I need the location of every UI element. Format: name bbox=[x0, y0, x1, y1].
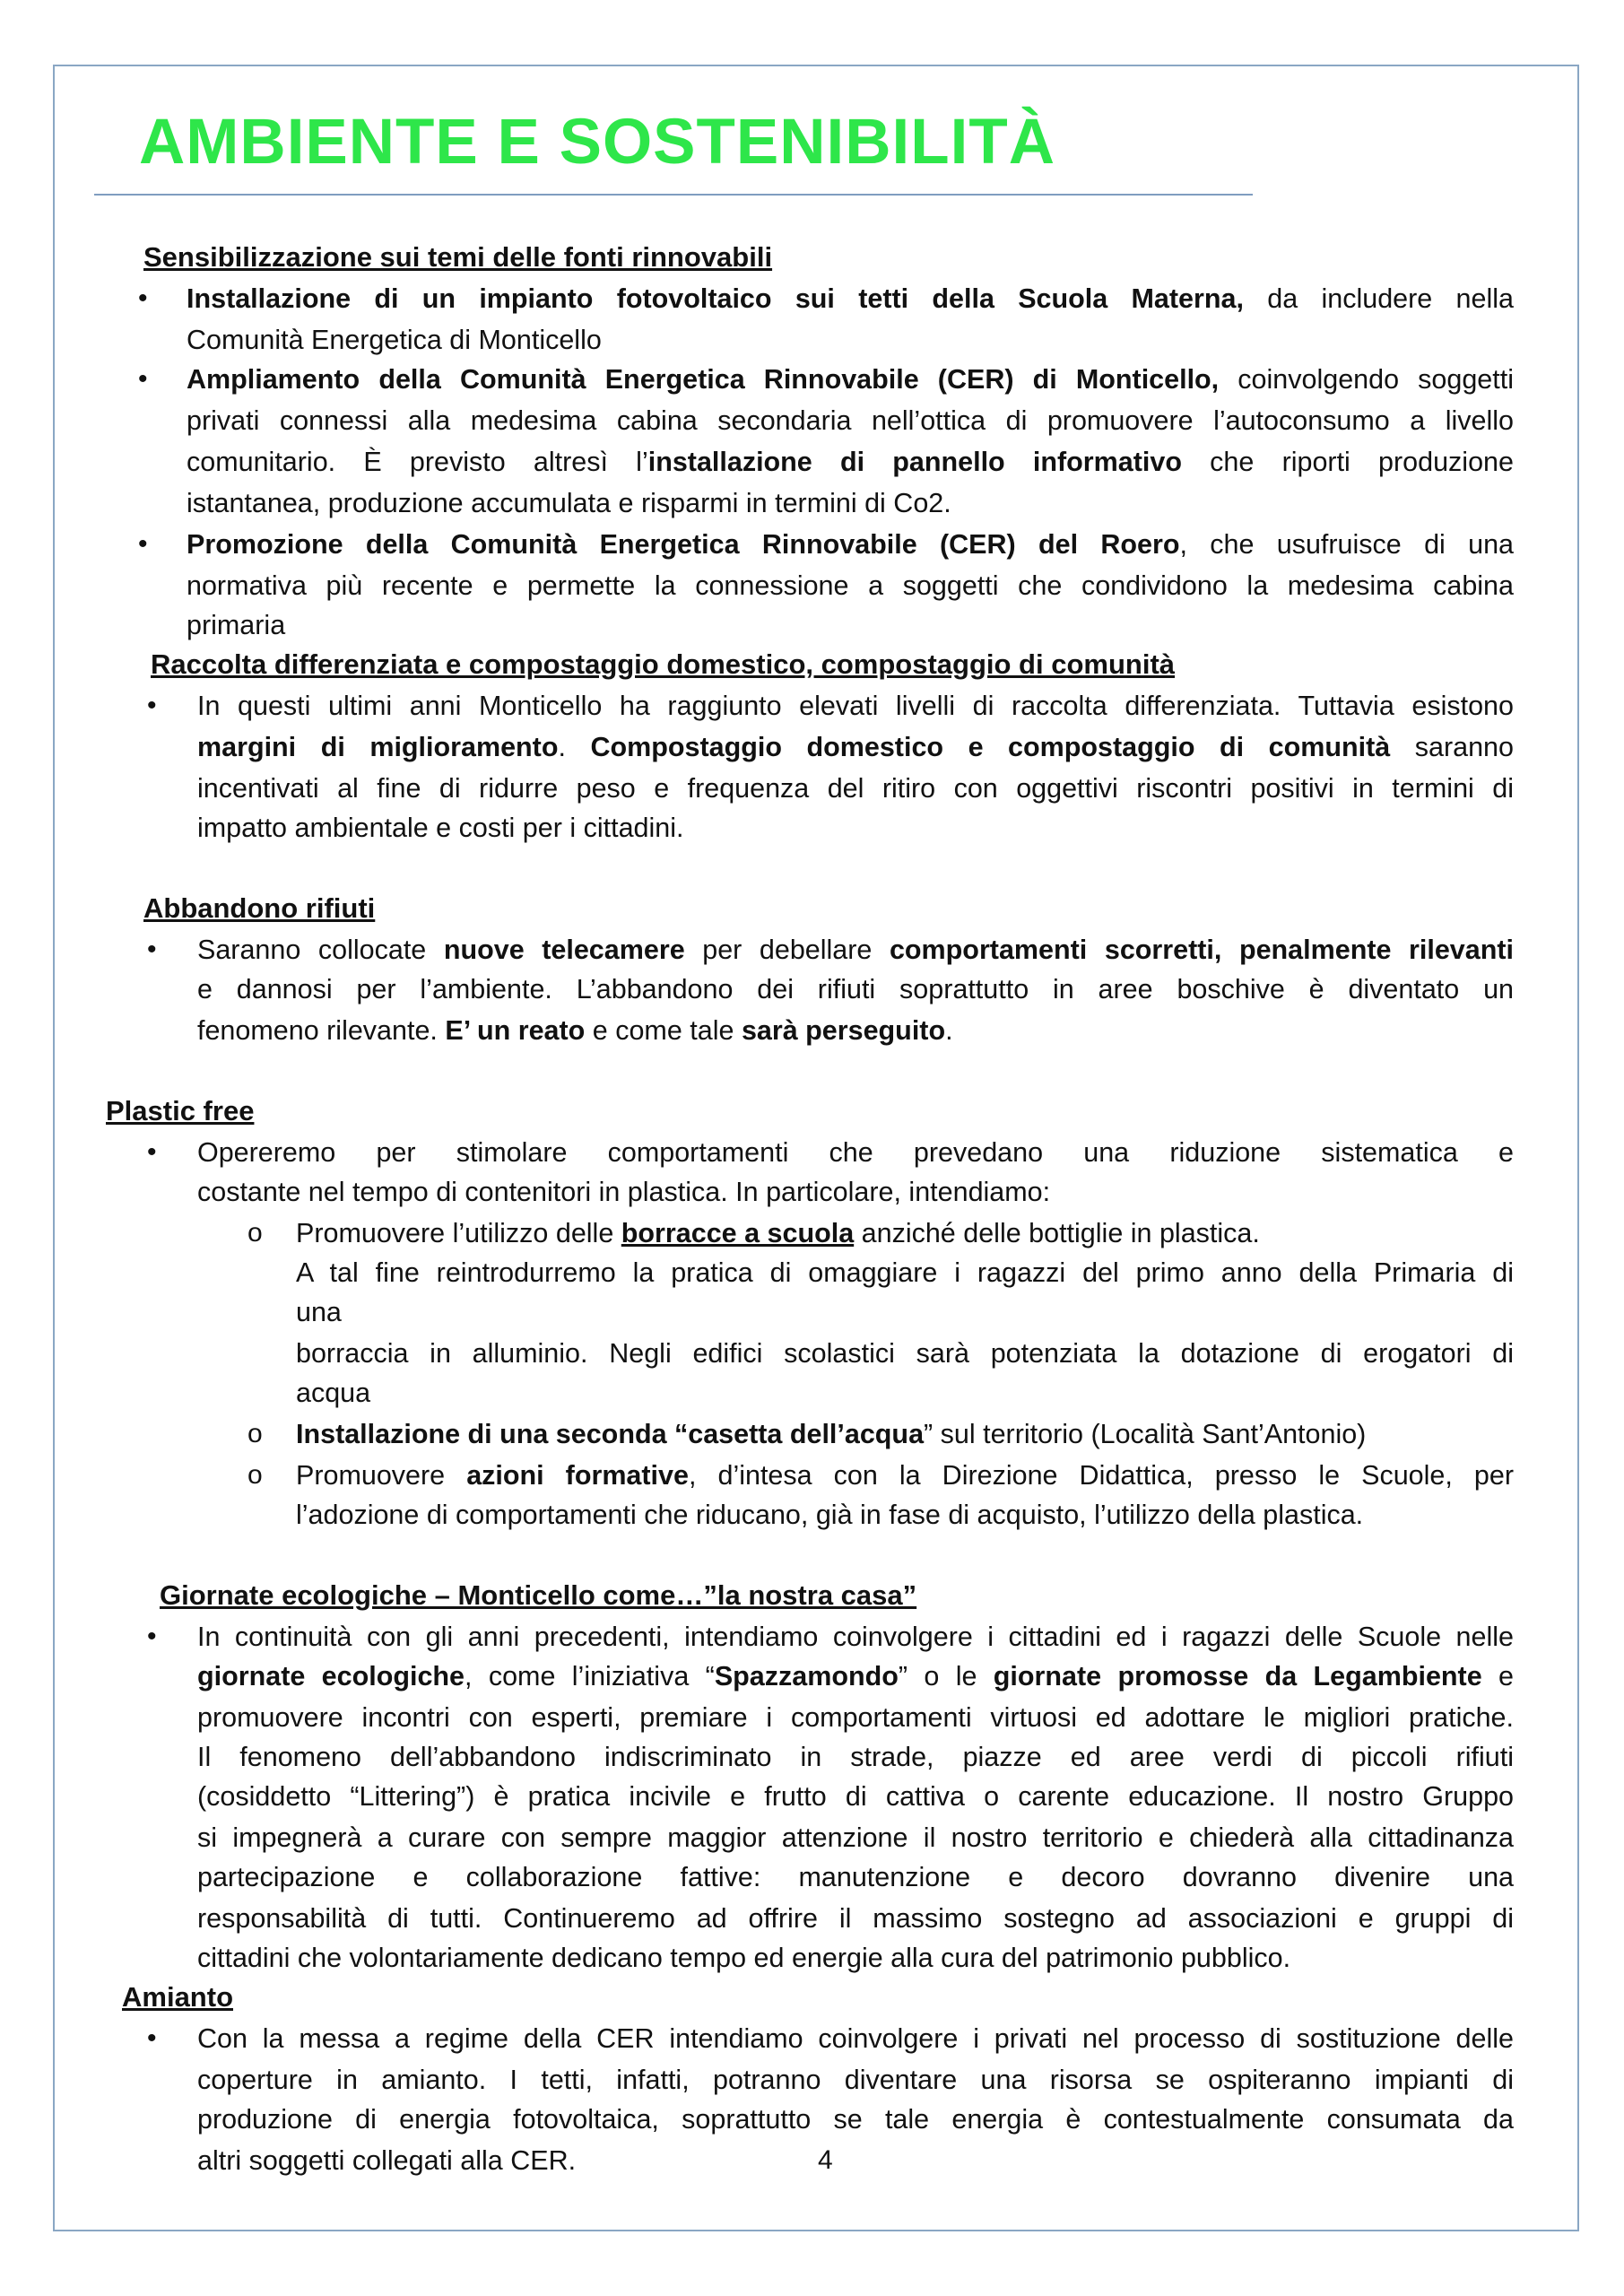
list-item-text: Con la messa a regime della CER intendiamo coinvolgere i privati nel processo di sostituzione delle bbox=[197, 2023, 1514, 2054]
bullet-icon: • bbox=[147, 2023, 157, 2053]
list-item-text: Ampliamento della Comunità Energetica Rinnovabile (CER) di Monticello, coinvolgendo soggetti bbox=[187, 364, 1514, 395]
list-item-text: (cosiddetto “Littering”) è pratica incivile e frutto di cattiva o carente educazione. Il nostro Gruppo bbox=[197, 1781, 1514, 1812]
bullet-icon: • bbox=[147, 691, 157, 720]
sub-list-item-text: A tal fine reintrodurremo la pratica di omaggiare i ragazzi del primo anno della Primaria di bbox=[296, 1257, 1514, 1288]
bullet-icon: • bbox=[147, 1622, 157, 1651]
sub-list-item-text: acqua bbox=[296, 1378, 371, 1408]
list-item-text: Saranno collocate nuove telecamere per debellare comportamenti scorretti, penalmente rilevanti bbox=[197, 935, 1514, 965]
bullet-icon: • bbox=[147, 1137, 157, 1167]
bullet-icon: • bbox=[147, 935, 157, 964]
list-item-text: privati connessi alla medesima cabina secondaria nell’ottica di promuovere l’autoconsumo a livello bbox=[187, 405, 1514, 436]
list-item-text: normativa più recente e permette la connessione a soggetti che condividono la medesima cabina bbox=[187, 570, 1514, 601]
list-item-text: Promozione della Comunità Energetica Rinnovabile (CER) del Roero, che usufruisce di una bbox=[187, 529, 1514, 560]
list-item-text: promuovere incontri con esperti, premiare i comportamenti virtuosi ed adottare le migliori pratiche. bbox=[197, 1702, 1514, 1733]
list-item-text: In continuità con gli anni precedenti, intendiamo coinvolgere i cittadini ed i ragazzi delle Scuole nelle bbox=[197, 1622, 1514, 1652]
list-item-text: fenomeno rilevante. E’ un reato e come tale sarà perseguito. bbox=[197, 1015, 953, 1046]
section-heading-waste: Raccolta differenziata e compostaggio domestico, compostaggio di comunità bbox=[151, 648, 1176, 680]
bullet-icon: • bbox=[138, 283, 148, 313]
list-item-text: giornate ecologiche, come l’iniziativa “Spazzamondo” o le giornate promosse da Legambiente e bbox=[197, 1661, 1514, 1692]
list-item-text: margini di miglioramento. Compostaggio domestico e compostaggio di comunità saranno bbox=[197, 732, 1514, 762]
sub-list-item-text: l’adozione di comportamenti che riducano, già in fase di acquisto, l’utilizzo della plastica. bbox=[296, 1500, 1364, 1530]
bullet-icon: • bbox=[138, 529, 148, 559]
list-item-text: si impegnerà a curare con sempre maggior attenzione il nostro territorio e chiederà alla cittadinanza bbox=[197, 1822, 1514, 1853]
section-heading-renewables: Sensibilizzazione sui temi delle fonti rinnovabili bbox=[143, 241, 773, 273]
list-item-text: responsabilità di tutti. Continueremo ad offrire il massimo sostegno ad associazioni e gruppi di bbox=[197, 1903, 1514, 1934]
page-number: 4 bbox=[818, 2145, 833, 2175]
list-item-text: impatto ambientale e costi per i cittadini. bbox=[197, 813, 684, 843]
list-item-text: partecipazione e collaborazione fattive: manutenzione e decoro dovranno divenire una bbox=[197, 1862, 1514, 1892]
page-title: AMBIENTE E SOSTENIBILITÀ bbox=[139, 107, 1055, 178]
list-item-text: altri soggetti collegati alla CER. bbox=[197, 2145, 577, 2176]
section-heading-plastic: Plastic free bbox=[106, 1095, 255, 1126]
list-item-text: incentivati al fine di ridurre peso e frequenza del ritiro con oggettivi riscontri positivi in termini di bbox=[197, 773, 1514, 804]
section-heading-eco-days: Giornate ecologiche – Monticello come…”la nostra casa” bbox=[160, 1579, 917, 1611]
list-item-text: primaria bbox=[187, 610, 286, 640]
list-item-text: cittadini che volontariamente dedicano tempo ed energie alla cura del patrimonio pubblico. bbox=[197, 1943, 1291, 1973]
bullet-icon: • bbox=[138, 364, 148, 394]
list-item-text: produzione di energia fotovoltaica, soprattutto se tale energia è contestualmente consumata da bbox=[197, 2104, 1514, 2135]
list-item-text: In questi ultimi anni Monticello ha raggiunto elevati livelli di raccolta differenziata. Tuttavia esistono bbox=[197, 691, 1514, 721]
list-item-text: costante nel tempo di contenitori in plastica. In particolare, intendiamo: bbox=[197, 1177, 1051, 1207]
sub-list-item-text: borraccia in alluminio. Negli edifici scolastici sarà potenziata la dotazione di erogatori di bbox=[296, 1338, 1514, 1369]
section-heading-dumping: Abbandono rifiuti bbox=[143, 892, 376, 924]
list-item-text: comunitario. È previsto altresì l’installazione di pannello informativo che riporti produzione bbox=[187, 447, 1514, 477]
list-item-text: coperture in amianto. I tetti, infatti, potranno diventare una risorsa se ospiteranno impianti di bbox=[197, 2065, 1514, 2095]
list-item-text: Il fenomeno dell’abbandono indiscriminato in strade, piazze ed aree verdi di piccoli rifiuti bbox=[197, 1742, 1514, 1772]
list-item-text: e dannosi per l’ambiente. L’abbandono dei rifiuti soprattutto in aree boschive è diventato un bbox=[197, 974, 1514, 1004]
sub-list-item-text: Installazione di una seconda “casetta dell’acqua” sul territorio (Località Sant’Antonio) bbox=[296, 1419, 1367, 1449]
list-item-text: Opereremo per stimolare comportamenti che prevedano una riduzione sistematica e bbox=[197, 1137, 1514, 1168]
section-heading-asbestos: Amianto bbox=[122, 1981, 233, 2013]
sub-list-item-text: Promuovere l’utilizzo delle borracce a scuola anziché delle bottiglie in plastica. bbox=[296, 1218, 1260, 1248]
sub-bullet-icon: o bbox=[248, 1460, 263, 1490]
sub-bullet-icon: o bbox=[248, 1218, 263, 1248]
sub-list-item-text: Promuovere azioni formative, d’intesa con la Direzione Didattica, presso le Scuole, per bbox=[296, 1460, 1514, 1491]
list-item-text: Installazione di un impianto fotovoltaico sui tetti della Scuola Materna, da includere nella bbox=[187, 283, 1514, 314]
sub-bullet-icon: o bbox=[248, 1419, 263, 1448]
list-item-text: Comunità Energetica di Monticello bbox=[187, 325, 602, 355]
list-item-text: istantanea, produzione accumulata e risparmi in termini di Co2. bbox=[187, 488, 951, 518]
sub-list-item-text: una bbox=[296, 1297, 342, 1327]
